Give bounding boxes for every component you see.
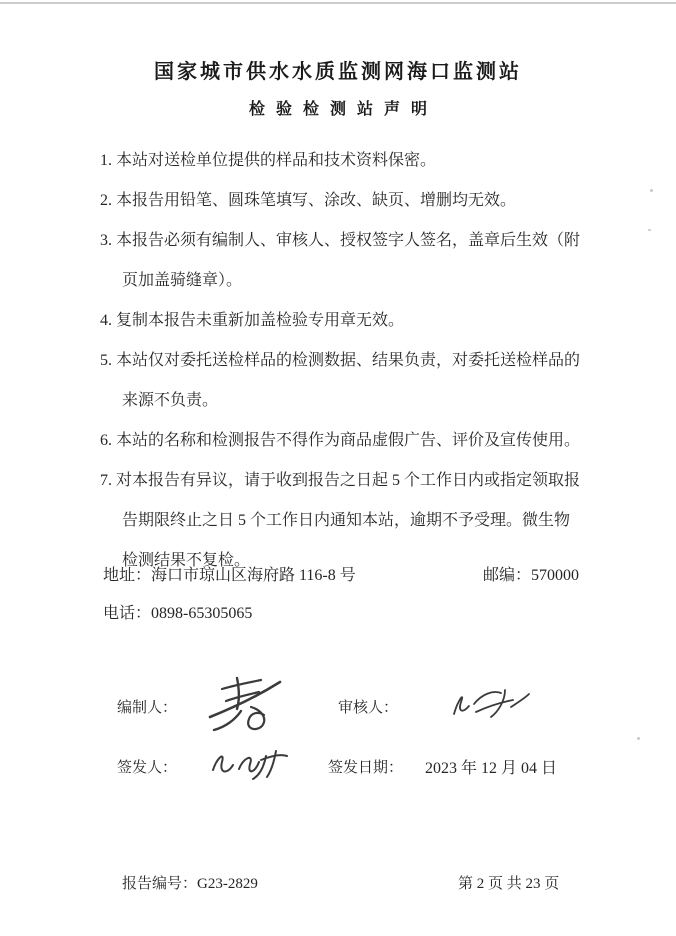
statement-text: 本报告必须有编制人、审核人、授权签字人签名，盖章后生效（附页加盖骑缝章）。 bbox=[116, 232, 581, 289]
phone-label: 电话： bbox=[103, 605, 152, 622]
statement-number: 2. bbox=[100, 192, 112, 209]
issue-date-value: 2023 年 12 月 04 日 bbox=[425, 760, 558, 777]
statement-item-5 bbox=[100, 341, 584, 421]
statement-item-6 bbox=[100, 421, 584, 461]
phone-value: 0898-65305065 bbox=[151, 605, 253, 622]
statement-item-2 bbox=[100, 181, 584, 221]
statement-text: 本站仅对委托送检样品的检测数据、结果负责，对委托送检样品的来源不负责。 bbox=[116, 352, 581, 409]
report-number bbox=[122, 872, 258, 893]
address-label: 地址： bbox=[103, 567, 152, 584]
statement-text: 复制本报告未重新加盖检验专用章无效。 bbox=[116, 312, 405, 329]
report-number-label: 报告编号： bbox=[122, 876, 198, 892]
page-indicator: 第 2 页 共 23 页 bbox=[458, 876, 560, 892]
statement-item-3 bbox=[100, 221, 584, 301]
statement-item-4 bbox=[100, 301, 584, 341]
statement-number: 6. bbox=[100, 432, 112, 449]
statement-text: 本报告用铅笔、圆珠笔填写、涂改、缺页、增删均无效。 bbox=[116, 192, 517, 209]
reviewer-signature bbox=[448, 684, 534, 726]
issuer-signature bbox=[208, 744, 292, 784]
statement-number: 1. bbox=[100, 152, 112, 169]
statement-number: 5. bbox=[100, 352, 112, 369]
statement-list bbox=[100, 141, 584, 581]
scan-speck bbox=[648, 229, 651, 231]
scan-edge-line bbox=[0, 2, 676, 4]
phone-row bbox=[103, 600, 252, 623]
statement-item-1 bbox=[100, 141, 584, 181]
statement-number: 4. bbox=[100, 312, 112, 329]
document-title: 国家城市供水水质监测网海口监测站 bbox=[154, 61, 522, 83]
postal-label: 邮编： bbox=[483, 567, 532, 584]
statement-text: 本站的名称和检测报告不得作为商品虚假广告、评价及宣传使用。 bbox=[116, 432, 581, 449]
statement-number: 3. bbox=[100, 232, 112, 249]
statement-number: 7. bbox=[100, 472, 112, 489]
statement-text: 本站对送检单位提供的样品和技术资料保密。 bbox=[116, 152, 437, 169]
issuer-label: 签发人： bbox=[117, 760, 178, 776]
postal-value: 570000 bbox=[531, 567, 580, 584]
postal-row bbox=[483, 562, 579, 585]
scan-speck bbox=[650, 189, 653, 192]
statement-text: 对本报告有异议，请于收到报告之日起 5 个工作日内或指定领取报告期限终止之日 5 个工作日内通知本站，逾期不予受理。微生物检测结果不复检。 bbox=[116, 472, 581, 569]
scan-speck bbox=[637, 737, 640, 740]
preparer-label: 编制人： bbox=[117, 700, 178, 716]
issue-date-label: 签发日期： bbox=[328, 760, 404, 776]
reviewer-label: 审核人： bbox=[338, 700, 399, 716]
report-number-value: G23-2829 bbox=[197, 876, 258, 892]
document-subtitle: 检验检测站声明 bbox=[248, 101, 438, 118]
preparer-signature bbox=[206, 672, 294, 734]
address-value: 海口市琼山区海府路 116-8 号 bbox=[151, 567, 356, 584]
address-row bbox=[103, 562, 356, 585]
